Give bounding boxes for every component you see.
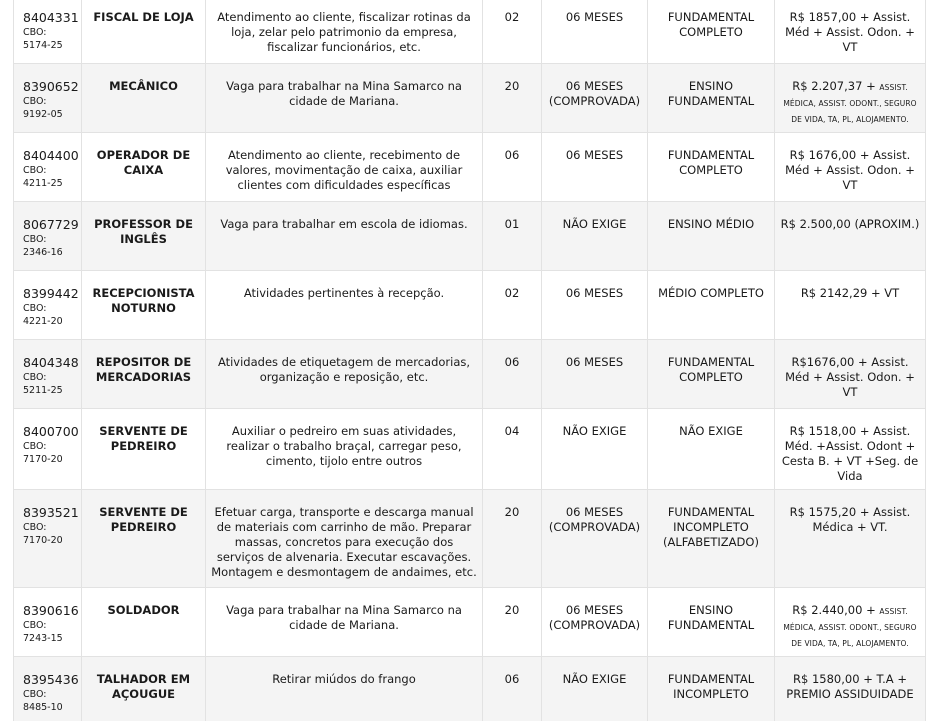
- job-title: RECEPCIONISTA NOTURNO: [82, 271, 206, 340]
- vacancy-code-cell: [14, 657, 82, 721]
- table-row: [14, 202, 926, 271]
- education-requirement: MÉDIO COMPLETO: [648, 271, 775, 340]
- experience-requirement: 06 MESES: [542, 133, 648, 202]
- vacancy-code-cell: [14, 490, 82, 588]
- job-description: Atendimento ao cliente, fiscalizar rotinas da loja, zelar pelo patrimonio da empresa, fiscalizar funcionários, etc.: [206, 0, 483, 64]
- cbo-code: CBO: 7170-20: [23, 522, 63, 546]
- vacancy-code-cell: [14, 202, 82, 271]
- job-description: Retirar miúdos do frango: [206, 657, 483, 721]
- salary-benefits: [775, 202, 926, 271]
- cbo-code: CBO: 7170-20: [23, 441, 63, 465]
- table-row: [14, 588, 926, 657]
- salary-text: R$ 1575,20 + Assist. Médica + VT.: [789, 505, 911, 534]
- job-description: Vaga para trabalhar em escola de idiomas.: [206, 202, 483, 271]
- table-row: [14, 490, 926, 588]
- vacancy-code-cell: [14, 64, 82, 133]
- table-row: [14, 64, 926, 133]
- education-requirement: FUNDAMENTAL COMPLETO: [648, 340, 775, 409]
- experience-requirement: 06 MESES (COMPROVADA): [542, 490, 648, 588]
- job-description: Efetuar carga, transporte e descarga manual de materiais com carrinho de mão. Preparar massas, concretos para execução dos serviços de alvenaria. Executar escavações. Montagem e desmontagem de andaimes, etc.: [206, 490, 483, 588]
- table-row: [14, 340, 926, 409]
- vacancy-code: 8390616: [23, 603, 79, 618]
- job-description: Auxiliar o pedreiro em suas atividades, realizar o trabalho braçal, carregar peso, cimento, tijolo entre outros: [206, 409, 483, 490]
- experience-requirement: NÃO EXIGE: [542, 202, 648, 271]
- vacancy-count: 04: [483, 409, 542, 490]
- cbo-code: CBO: 4211-25: [23, 165, 63, 189]
- cbo-code: CBO: 8485-10: [23, 689, 63, 713]
- salary-text: R$ 1676,00 + Assist. Méd + Assist. Odon. + VT: [785, 148, 915, 192]
- vacancy-code: 8399442: [23, 286, 79, 301]
- salary-text: R$1676,00 + Assist. Méd + Assist. Odon. + VT: [785, 355, 915, 399]
- job-title: OPERADOR DE CAIXA: [82, 133, 206, 202]
- salary-benefits: [775, 490, 926, 588]
- salary-benefits: [775, 409, 926, 490]
- vacancy-count: 02: [483, 271, 542, 340]
- salary-text: R$ 2.207,37 +: [792, 79, 876, 93]
- cbo-code: CBO: 4221-20: [23, 303, 63, 327]
- vacancy-code-cell: [14, 340, 82, 409]
- job-title: SERVENTE DE PEDREIRO: [82, 490, 206, 588]
- salary-benefits: [775, 133, 926, 202]
- cbo-code: CBO: 7243-15: [23, 620, 63, 644]
- experience-requirement: 06 MESES (COMPROVADA): [542, 588, 648, 657]
- education-requirement: FUNDAMENTAL INCOMPLETO (ALFABETIZADO): [648, 490, 775, 588]
- vacancy-code: 8390652: [23, 79, 79, 94]
- salary-benefits: [775, 0, 926, 64]
- education-requirement: FUNDAMENTAL INCOMPLETO: [648, 657, 775, 721]
- job-title: PROFESSOR DE INGLÊS: [82, 202, 206, 271]
- salary-benefits: [775, 588, 926, 657]
- experience-requirement: NÃO EXIGE: [542, 409, 648, 490]
- vacancy-code-cell: [14, 588, 82, 657]
- salary-text: R$ 1518,00 + Assist. Méd. +Assist. Odont + Cesta B. + VT +Seg. de Vida: [781, 424, 919, 483]
- table-row: [14, 409, 926, 490]
- education-requirement: NÃO EXIGE: [648, 409, 775, 490]
- vacancy-count: 20: [483, 588, 542, 657]
- salary-benefits: [775, 64, 926, 133]
- experience-requirement: 06 MESES: [542, 340, 648, 409]
- salary-text: R$ 2.500,00 (APROXIM.): [780, 217, 920, 231]
- cbo-code: CBO: 5211-25: [23, 372, 63, 396]
- table-body: [14, 0, 926, 721]
- cbo-code: CBO: 9192-05: [23, 96, 63, 120]
- experience-requirement: 06 MESES: [542, 271, 648, 340]
- job-description: Atividades pertinentes à recepção.: [206, 271, 483, 340]
- job-description: Vaga para trabalhar na Mina Samarco na cidade de Mariana.: [206, 64, 483, 133]
- education-requirement: ENSINO FUNDAMENTAL: [648, 64, 775, 133]
- education-requirement: FUNDAMENTAL COMPLETO: [648, 0, 775, 64]
- vacancy-count: 06: [483, 133, 542, 202]
- salary-text: R$ 2.440,00 +: [792, 603, 876, 617]
- salary-extra-benefits: ASSIST. MÉDICA, ASSIST. ODONT., SEGURO DE VIDA, TA, PL, ALOJAMENTO.: [783, 607, 917, 648]
- vacancy-code-cell: [14, 133, 82, 202]
- vacancy-count: 20: [483, 64, 542, 133]
- job-description: Vaga para trabalhar na Mina Samarco na cidade de Mariana.: [206, 588, 483, 657]
- job-vacancies-table: [13, 0, 926, 721]
- salary-benefits: [775, 340, 926, 409]
- cbo-code: CBO: 5174-25: [23, 27, 63, 51]
- experience-requirement: 06 MESES (COMPROVADA): [542, 64, 648, 133]
- salary-extra-benefits: ASSIST. MÉDICA, ASSIST. ODONT., SEGURO DE VIDA, TA, PL, ALOJAMENTO.: [783, 83, 917, 124]
- vacancy-code-cell: [14, 271, 82, 340]
- job-description: Atendimento ao cliente, recebimento de valores, movimentação de caixa, auxiliar clientes com dificuldades específicas: [206, 133, 483, 202]
- table-row: [14, 271, 926, 340]
- vacancy-code: 8393521: [23, 505, 79, 520]
- education-requirement: FUNDAMENTAL COMPLETO: [648, 133, 775, 202]
- job-title: MECÂNICO: [82, 64, 206, 133]
- vacancy-code: 8067729: [23, 217, 79, 232]
- experience-requirement: NÃO EXIGE: [542, 657, 648, 721]
- job-title: REPOSITOR DE MERCADORIAS: [82, 340, 206, 409]
- table-row: [14, 0, 926, 64]
- vacancy-code-cell: [14, 409, 82, 490]
- job-title: TALHADOR EM AÇOUGUE: [82, 657, 206, 721]
- job-description: Atividades de etiquetagem de mercadorias, organização e reposição, etc.: [206, 340, 483, 409]
- vacancy-count: 06: [483, 340, 542, 409]
- vacancy-code: 8404348: [23, 355, 79, 370]
- job-title: SOLDADOR: [82, 588, 206, 657]
- vacancy-count: 20: [483, 490, 542, 588]
- education-requirement: ENSINO MÉDIO: [648, 202, 775, 271]
- salary-benefits: [775, 657, 926, 721]
- vacancy-code: 8404331: [23, 10, 79, 25]
- education-requirement: ENSINO FUNDAMENTAL: [648, 588, 775, 657]
- vacancy-count: 02: [483, 0, 542, 64]
- job-title: SERVENTE DE PEDREIRO: [82, 409, 206, 490]
- table-row: [14, 133, 926, 202]
- vacancy-count: 06: [483, 657, 542, 721]
- salary-benefits: [775, 271, 926, 340]
- job-title: FISCAL DE LOJA: [82, 0, 206, 64]
- experience-requirement: 06 MESES: [542, 0, 648, 64]
- vacancy-code: 8404400: [23, 148, 79, 163]
- vacancy-count: 01: [483, 202, 542, 271]
- cbo-code: CBO: 2346-16: [23, 234, 63, 258]
- salary-text: R$ 2142,29 + VT: [800, 286, 900, 300]
- vacancy-code: 8395436: [23, 672, 79, 687]
- vacancy-code: 8400700: [23, 424, 79, 439]
- table-row: [14, 657, 926, 721]
- salary-text: R$ 1857,00 + Assist. Méd + Assist. Odon. + VT: [785, 10, 915, 54]
- vacancy-code-cell: [14, 0, 82, 64]
- salary-text: R$ 1580,00 + T.A + PREMIO ASSIDUIDADE: [786, 672, 914, 701]
